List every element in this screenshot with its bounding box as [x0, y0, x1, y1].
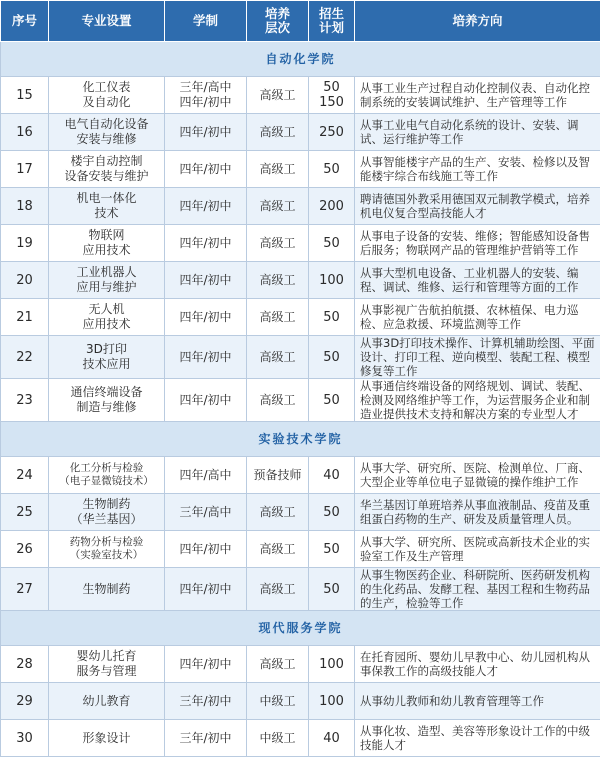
cell-plan: 100 [309, 646, 355, 683]
table-row [1, 494, 600, 531]
header-level: 培养 层次 [247, 1, 309, 42]
cell-schooling: 四年/初中 [165, 379, 247, 422]
cell-number: 16 [1, 114, 49, 151]
table-row [1, 720, 600, 757]
cell-level: 高级工 [247, 114, 309, 151]
cell-number: 28 [1, 646, 49, 683]
cell-direction: 从事大型机电设备、工业机器人的安装、编程、调试、维修、运行和管理等方面的工作 [355, 262, 600, 299]
cell-level: 高级工 [247, 77, 309, 114]
cell-schooling: 三年/高中 [165, 494, 247, 531]
cell-level: 高级工 [247, 379, 309, 422]
cell-level: 高级工 [247, 188, 309, 225]
cell-number: 27 [1, 568, 49, 611]
cell-major: 化工分析与检验 （电子显微镜技术） [49, 457, 165, 494]
cell-level: 高级工 [247, 531, 309, 568]
cell-level: 高级工 [247, 494, 309, 531]
cell-plan: 50 [309, 568, 355, 611]
header-major: 专业设置 [49, 1, 165, 42]
cell-number: 29 [1, 683, 49, 720]
header-schooling: 学制 [165, 1, 247, 42]
cell-level: 中级工 [247, 720, 309, 757]
cell-direction: 从事电子设备的安装、维修；智能感知设备售后服务；物联网产品的管理维护营销等工作 [355, 225, 600, 262]
cell-plan: 50 [309, 299, 355, 336]
section-title: 现代服务学院 [1, 611, 600, 646]
cell-schooling: 四年/初中 [165, 188, 247, 225]
cell-plan: 50 [309, 336, 355, 379]
cell-schooling: 四年/初中 [165, 568, 247, 611]
cell-schooling: 四年/初中 [165, 225, 247, 262]
table-row [1, 568, 600, 611]
table-row [1, 77, 600, 114]
cell-level: 高级工 [247, 568, 309, 611]
cell-direction: 聘请德国外教采用德国双元制教学模式，培养机电仪复合型高技能人才 [355, 188, 600, 225]
cell-major: 通信终端设备 制造与维修 [49, 379, 165, 422]
cell-level: 高级工 [247, 225, 309, 262]
cell-schooling: 四年/初中 [165, 299, 247, 336]
cell-plan: 50 [309, 379, 355, 422]
cell-major: 药物分析与检验 （实验室技术） [49, 531, 165, 568]
cell-number: 20 [1, 262, 49, 299]
cell-number: 21 [1, 299, 49, 336]
section-row [1, 42, 600, 77]
cell-level: 高级工 [247, 336, 309, 379]
cell-major: 楼宇自动控制 设备安装与维护 [49, 151, 165, 188]
cell-number: 24 [1, 457, 49, 494]
cell-direction: 从事大学、研究所、医院或高新技术企业的实验室工作及生产管理 [355, 531, 600, 568]
table-row [1, 531, 600, 568]
cell-schooling: 四年/初中 [165, 151, 247, 188]
table-row [1, 457, 600, 494]
cell-plan: 50 [309, 225, 355, 262]
cell-major: 生物制药 （华兰基因） [49, 494, 165, 531]
cell-plan: 40 [309, 720, 355, 757]
cell-level: 高级工 [247, 299, 309, 336]
section-row [1, 422, 600, 457]
cell-direction: 从事幼儿教师和幼儿教育管理等工作 [355, 683, 600, 720]
table-row [1, 114, 600, 151]
cell-major: 机电一体化 技术 [49, 188, 165, 225]
cell-major: 3D打印 技术应用 [49, 336, 165, 379]
table-row [1, 188, 600, 225]
section-title: 自动化学院 [1, 42, 600, 77]
cell-schooling: 三年/高中 四年/初中 [165, 77, 247, 114]
cell-plan: 50 [309, 531, 355, 568]
cell-schooling: 四年/高中 [165, 457, 247, 494]
cell-plan: 250 [309, 114, 355, 151]
cell-schooling: 四年/初中 [165, 114, 247, 151]
cell-level: 预备技师 [247, 457, 309, 494]
cell-level: 中级工 [247, 683, 309, 720]
cell-direction: 从事影视广告航拍航摄、农林植保、电力巡检、应急救援、环境监测等工作 [355, 299, 600, 336]
cell-plan: 50 150 [309, 77, 355, 114]
cell-major: 婴幼儿托育 服务与管理 [49, 646, 165, 683]
cell-number: 17 [1, 151, 49, 188]
cell-major: 物联网 应用技术 [49, 225, 165, 262]
cell-major: 化工仪表 及自动化 [49, 77, 165, 114]
table-row [1, 262, 600, 299]
cell-major: 无人机 应用技术 [49, 299, 165, 336]
cell-number: 30 [1, 720, 49, 757]
header-row [1, 1, 600, 42]
cell-number: 19 [1, 225, 49, 262]
cell-number: 23 [1, 379, 49, 422]
cell-plan: 50 [309, 151, 355, 188]
cell-level: 高级工 [247, 151, 309, 188]
section-title: 实验技术学院 [1, 422, 600, 457]
cell-number: 26 [1, 531, 49, 568]
cell-major: 幼儿教育 [49, 683, 165, 720]
cell-plan: 50 [309, 494, 355, 531]
cell-major: 形象设计 [49, 720, 165, 757]
cell-plan: 40 [309, 457, 355, 494]
cell-direction: 从事3D打印技术操作、计算机辅助绘图、平面设计、打印工程、逆向模型、装配工程、模型修复等工作 [355, 336, 600, 379]
table-row [1, 225, 600, 262]
table-row [1, 379, 600, 422]
cell-major: 生物制药 [49, 568, 165, 611]
cell-schooling: 三年/初中 [165, 720, 247, 757]
cell-number: 15 [1, 77, 49, 114]
table-row [1, 336, 600, 379]
cell-major: 电气自动化设备 安装与维修 [49, 114, 165, 151]
header-direction: 培养方向 [355, 1, 600, 42]
cell-number: 22 [1, 336, 49, 379]
cell-direction: 华兰基因订单班培养从事血液制品、疫苗及重组蛋白药物的生产、研发及质量管理人员。 [355, 494, 600, 531]
table-row [1, 683, 600, 720]
header-no: 序号 [1, 1, 49, 42]
cell-schooling: 四年/初中 [165, 646, 247, 683]
cell-direction: 从事智能楼宇产品的生产、安装、检修以及智能楼宇综合布线施工等工作 [355, 151, 600, 188]
cell-number: 18 [1, 188, 49, 225]
cell-schooling: 四年/初中 [165, 262, 247, 299]
cell-level: 高级工 [247, 262, 309, 299]
cell-schooling: 三年/初中 [165, 683, 247, 720]
cell-major: 工业机器人 应用与维护 [49, 262, 165, 299]
cell-direction: 从事工业电气自动化系统的设计、安装、调试、运行维护等工作 [355, 114, 600, 151]
cell-plan: 100 [309, 683, 355, 720]
header-plan: 招生 计划 [309, 1, 355, 42]
cell-direction: 从事化妆、造型、美容等形象设计工作的中级技能人才 [355, 720, 600, 757]
table-row [1, 299, 600, 336]
table-row [1, 151, 600, 188]
cell-schooling: 四年/初中 [165, 531, 247, 568]
cell-schooling: 四年/初中 [165, 336, 247, 379]
cell-plan: 100 [309, 262, 355, 299]
section-row [1, 611, 600, 646]
cell-level: 高级工 [247, 646, 309, 683]
cell-direction: 在托育园所、婴幼儿早教中心、幼儿园机构从事保教工作的高级技能人才 [355, 646, 600, 683]
cell-direction: 从事大学、研究所、医院、检测单位、厂商、大型企业等单位电子显微镜的操作维护工作 [355, 457, 600, 494]
cell-direction: 从事通信终端设备的网络规划、调试、装配、检测及网络维护等工作，为运营服务企业和制造业提供技术支持和解决方案的专业型人才 [355, 379, 600, 422]
cell-number: 25 [1, 494, 49, 531]
cell-direction: 从事生物医药企业、科研院所、医药研发机构的生化药品、发酵工程、基因工程和生物药品的生产，检验等工作 [355, 568, 600, 611]
table-row [1, 646, 600, 683]
cell-direction: 从事工业生产过程自动化控制仪表、自动化控制系统的安装调试维护、生产管理等工作 [355, 77, 600, 114]
cell-plan: 200 [309, 188, 355, 225]
